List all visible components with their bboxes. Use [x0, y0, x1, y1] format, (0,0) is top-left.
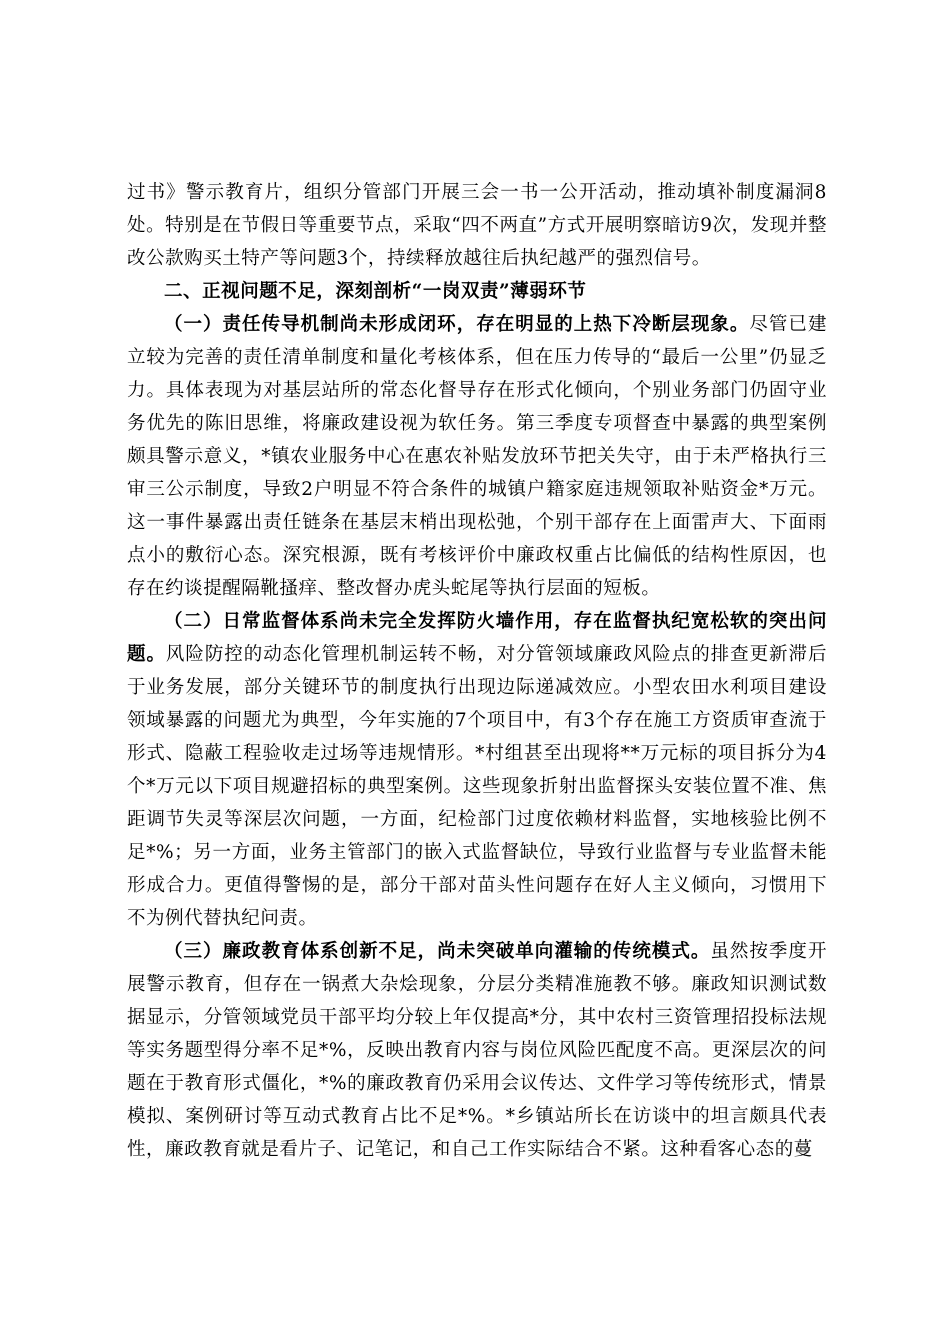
paragraph-lead: （三）廉政教育体系创新不足，尚未突破单向灌输的传统模式。: [164, 941, 711, 962]
paragraph-lead: （二）日常监督体系尚未完全发挥防火墙作用，存在监督执纪宽松软的突出问题。: [127, 611, 827, 665]
paragraph-text: 虽然按季度开展警示教育，但存在一锅煮大杂烩现象，分层分类精准施教不够。廉政知识测试数据显示，分管领域党员干部平均分较上年仅提高*分，其中农村三资管理招投标法规等实务题型得分率不足*%，反映出教育内容与岗位风险匹配度不高。更深层次的问题在于教育形式僵化，*%的廉政教育仍采用会议传达、文件学习等传统形式，情景模拟、案例研讨等互动式教育占比不足*%。*乡镇站所长在访谈中的坦言颇具代表性，廉政教育就是看片子、记笔记，和自己工作实际结合不紧。这种看客心态的蔓: [127, 941, 827, 1160]
paragraph-text: 尽管已建立较为完善的责任清单制度和量化考核体系，但在压力传导的“最后一公里”仍显乏力。具体表现为对基层站所的常态化督导存在形式化倾向，个别业务部门仍固守业务优先的陈旧思维，将廉政建设视为软任务。第三季度专项督查中暴露的典型案例颇具警示意义，*镇农业服务中心在惠农补贴发放环节把关失守，由于未严格执行三审三公示制度，导致2户明显不符合条件的城镇户籍家庭违规领取补贴资金*万元。这一事件暴露出责任链条在基层末梢出现松弛，个别干部存在上面雷声大、下面雨点小的敷衍心态。深究根源，既有考核评价中廉政权重占比偏低的结构性原因，也存在约谈提醒隔靴搔痒、整改督办虎头蛇尾等执行层面的短板。: [127, 314, 827, 599]
paragraph-lead: （一）责任传导机制尚未形成闭环，存在明显的上热下冷断层现象。: [164, 314, 750, 335]
paragraph-text: 风险防控的动态化管理机制运转不畅，对分管领域廉政风险点的排查更新滞后于业务发展，部分关键环节的制度执行出现边际递减效应。小型农田水利项目建设领域暴露的问题尤为典型，今年实施的7个项目中，有3个存在施工方资质审查流于形式、隐蔽工程验收走过场等违规情形。*村组甚至出现将**万元标的项目拆分为4个*万元以下项目规避招标的典型案例。这些现象折射出监督探头安装位置不准、焦距调节失灵等深层次问题，一方面，纪检部门过度依赖材料监督，实地核验比例不足*%；另一方面，业务主管部门的嵌入式监督缺位，导致行业监督与专业监督未能形成合力。更值得警惕的是，部分干部对苗头性问题存在好人主义倾向，习惯用下不为例代替执纪问责。: [127, 644, 828, 929]
paragraph-responsibility: [127, 308, 827, 605]
section-heading-text: 二、正视问题不足，深刻剖析“一岗双责”薄弱环节: [164, 281, 587, 302]
paragraph-text: 过书》警示教育片，组织分管部门开展三会一书一公开活动，推动填补制度漏洞8处。特别是在节假日等重要节点，采取“四不两直”方式开展明察暗访9次，发现并整改公款购买土特产等问题3个，持续释放越往后执纪越严的强烈信号。: [127, 182, 827, 269]
document-body: [127, 176, 827, 1166]
section-heading: [127, 275, 827, 308]
paragraph-continuation: [127, 176, 827, 275]
paragraph-supervision: [127, 605, 827, 935]
paragraph-education: [127, 935, 827, 1166]
